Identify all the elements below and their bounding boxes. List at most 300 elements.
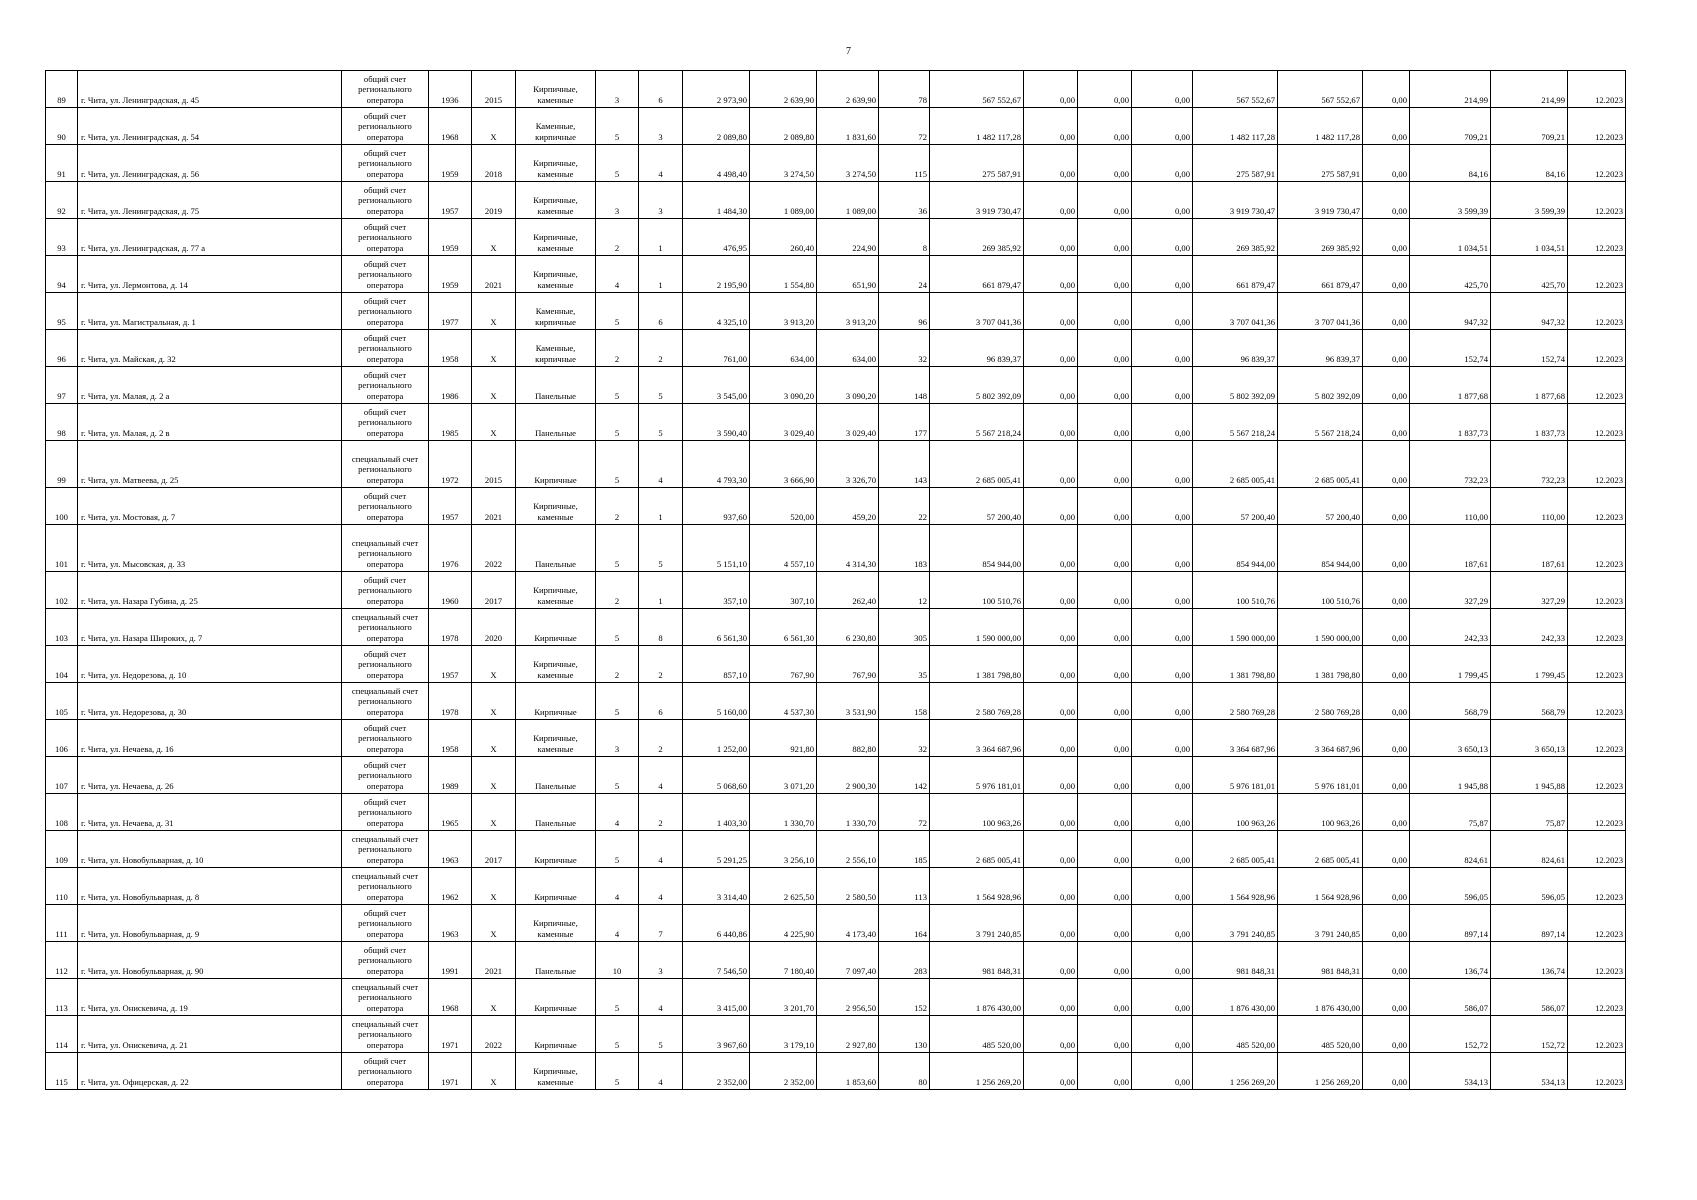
unit-cost-cell: 75,87 — [1410, 794, 1491, 831]
other-funds-cell: 0,00 — [1363, 488, 1410, 525]
unit-cost-max-cell: 3 599,39 — [1491, 182, 1568, 219]
owned-area-cell: 2 556,10 — [817, 831, 879, 868]
other-funds-cell: 0,00 — [1363, 831, 1410, 868]
entrances-cell: 2 — [639, 720, 683, 757]
unit-cost-max-cell: 596,05 — [1491, 868, 1568, 905]
last-overhaul-year-cell: X — [472, 794, 516, 831]
federal-funds-cell: 0,00 — [1024, 330, 1078, 367]
floors-cell: 5 — [596, 367, 639, 404]
federal-funds-cell: 0,00 — [1024, 1016, 1078, 1053]
table-row — [46, 1053, 1626, 1090]
residents-cell: 36 — [879, 182, 930, 219]
federal-funds-cell: 0,00 — [1024, 108, 1078, 145]
owned-area-cell: 651,90 — [817, 256, 879, 293]
address-cell: г. Чита, ул. Мостовая, д. 7 — [78, 488, 342, 525]
unit-cost-cell: 425,70 — [1410, 256, 1491, 293]
wall-material-cell: Кирпичные — [516, 868, 596, 905]
owners-funds-cell: 100 963,26 — [1193, 794, 1278, 831]
floors-cell: 4 — [596, 256, 639, 293]
owners-funds-cell: 1 564 928,96 — [1193, 868, 1278, 905]
total-cost-cell: 2 685 005,41 — [930, 831, 1024, 868]
living-area-cell: 6 561,30 — [750, 609, 817, 646]
living-area-cell: 3 913,20 — [750, 293, 817, 330]
owned-area-cell: 1 853,60 — [817, 1053, 879, 1090]
total-area-cell: 6 440,86 — [683, 905, 750, 942]
owners-min-funds-cell: 1 564 928,96 — [1278, 868, 1363, 905]
account-type-cell: специальный счет регионального оператора — [342, 1016, 429, 1053]
living-area-cell: 520,00 — [750, 488, 817, 525]
federal-funds-cell: 0,00 — [1024, 404, 1078, 441]
total-cost-cell: 567 552,67 — [930, 71, 1024, 108]
address-cell: г. Чита, ул. Ленинградская, д. 45 — [78, 71, 342, 108]
row-number: 92 — [46, 182, 78, 219]
entrances-cell: 1 — [639, 488, 683, 525]
residents-cell: 185 — [879, 831, 930, 868]
total-cost-cell: 3 707 041,36 — [930, 293, 1024, 330]
owners-funds-cell: 485 520,00 — [1193, 1016, 1278, 1053]
regional-funds-cell: 0,00 — [1078, 1016, 1132, 1053]
address-cell: г. Чита, ул. Ленинградская, д. 54 — [78, 108, 342, 145]
owners-funds-cell: 57 200,40 — [1193, 488, 1278, 525]
table-row — [46, 831, 1626, 868]
row-number: 102 — [46, 572, 78, 609]
build-year-cell: 1985 — [429, 404, 472, 441]
owned-area-cell: 224,90 — [817, 219, 879, 256]
regional-funds-cell: 0,00 — [1078, 293, 1132, 330]
local-funds-cell: 0,00 — [1132, 683, 1193, 720]
owners-funds-cell: 1 482 117,28 — [1193, 108, 1278, 145]
owned-area-cell: 2 900,30 — [817, 757, 879, 794]
account-type-cell: общий счет регионального оператора — [342, 720, 429, 757]
floors-cell: 5 — [596, 441, 639, 488]
local-funds-cell: 0,00 — [1132, 404, 1193, 441]
other-funds-cell: 0,00 — [1363, 404, 1410, 441]
living-area-cell: 3 201,70 — [750, 979, 817, 1016]
total-cost-cell: 96 839,37 — [930, 330, 1024, 367]
owners-min-funds-cell: 1 381 798,80 — [1278, 646, 1363, 683]
owners-min-funds-cell: 5 976 181,01 — [1278, 757, 1363, 794]
last-overhaul-year-cell: 2020 — [472, 609, 516, 646]
floors-cell: 3 — [596, 720, 639, 757]
federal-funds-cell: 0,00 — [1024, 293, 1078, 330]
address-cell: г. Чита, ул. Майская, д. 32 — [78, 330, 342, 367]
table-row — [46, 182, 1626, 219]
residents-cell: 80 — [879, 1053, 930, 1090]
table-row — [46, 330, 1626, 367]
federal-funds-cell: 0,00 — [1024, 182, 1078, 219]
row-number: 91 — [46, 145, 78, 182]
table-row — [46, 367, 1626, 404]
total-cost-cell: 269 385,92 — [930, 219, 1024, 256]
total-cost-cell: 2 685 005,41 — [930, 441, 1024, 488]
other-funds-cell: 0,00 — [1363, 572, 1410, 609]
owners-funds-cell: 1 590 000,00 — [1193, 609, 1278, 646]
owners-min-funds-cell: 485 520,00 — [1278, 1016, 1363, 1053]
federal-funds-cell: 0,00 — [1024, 256, 1078, 293]
deadline-cell: 12.2023 — [1568, 905, 1626, 942]
living-area-cell: 767,90 — [750, 646, 817, 683]
total-cost-cell: 1 482 117,28 — [930, 108, 1024, 145]
total-cost-cell: 1 564 928,96 — [930, 868, 1024, 905]
total-cost-cell: 5 567 218,24 — [930, 404, 1024, 441]
deadline-cell: 12.2023 — [1568, 572, 1626, 609]
regional-funds-cell: 0,00 — [1078, 609, 1132, 646]
wall-material-cell: Панельные — [516, 525, 596, 572]
build-year-cell: 1978 — [429, 609, 472, 646]
total-area-cell: 3 314,40 — [683, 868, 750, 905]
local-funds-cell: 0,00 — [1132, 1053, 1193, 1090]
living-area-cell: 307,10 — [750, 572, 817, 609]
regional-funds-cell: 0,00 — [1078, 720, 1132, 757]
owners-min-funds-cell: 100 510,76 — [1278, 572, 1363, 609]
living-area-cell: 3 090,20 — [750, 367, 817, 404]
unit-cost-cell: 586,07 — [1410, 979, 1491, 1016]
wall-material-cell: Каменные, кирпичные — [516, 108, 596, 145]
other-funds-cell: 0,00 — [1363, 1053, 1410, 1090]
row-number: 100 — [46, 488, 78, 525]
last-overhaul-year-cell: 2018 — [472, 145, 516, 182]
regional-funds-cell: 0,00 — [1078, 219, 1132, 256]
unit-cost-cell: 947,32 — [1410, 293, 1491, 330]
living-area-cell: 7 180,40 — [750, 942, 817, 979]
last-overhaul-year-cell: X — [472, 1053, 516, 1090]
table-row — [46, 108, 1626, 145]
federal-funds-cell: 0,00 — [1024, 868, 1078, 905]
row-number: 89 — [46, 71, 78, 108]
owned-area-cell: 3 913,20 — [817, 293, 879, 330]
unit-cost-max-cell: 897,14 — [1491, 905, 1568, 942]
residents-cell: 142 — [879, 757, 930, 794]
federal-funds-cell: 0,00 — [1024, 831, 1078, 868]
residents-cell: 12 — [879, 572, 930, 609]
floors-cell: 5 — [596, 1053, 639, 1090]
account-type-cell: общий счет регионального оператора — [342, 182, 429, 219]
build-year-cell: 1963 — [429, 831, 472, 868]
total-area-cell: 937,60 — [683, 488, 750, 525]
deadline-cell: 12.2023 — [1568, 71, 1626, 108]
owners-min-funds-cell: 1 256 269,20 — [1278, 1053, 1363, 1090]
table-row — [46, 868, 1626, 905]
unit-cost-cell: 84,16 — [1410, 145, 1491, 182]
last-overhaul-year-cell: X — [472, 868, 516, 905]
wall-material-cell: Панельные — [516, 757, 596, 794]
residents-cell: 115 — [879, 145, 930, 182]
row-number: 95 — [46, 293, 78, 330]
unit-cost-max-cell: 136,74 — [1491, 942, 1568, 979]
address-cell: г. Чита, ул. Ленинградская, д. 56 — [78, 145, 342, 182]
account-type-cell: общий счет регионального оператора — [342, 367, 429, 404]
owned-area-cell: 262,40 — [817, 572, 879, 609]
last-overhaul-year-cell: X — [472, 683, 516, 720]
local-funds-cell: 0,00 — [1132, 182, 1193, 219]
build-year-cell: 1959 — [429, 256, 472, 293]
table-row — [46, 256, 1626, 293]
total-area-cell: 4 793,30 — [683, 441, 750, 488]
last-overhaul-year-cell: 2022 — [472, 525, 516, 572]
address-cell: г. Чита, ул. Ленинградская, д. 75 — [78, 182, 342, 219]
other-funds-cell: 0,00 — [1363, 293, 1410, 330]
entrances-cell: 5 — [639, 367, 683, 404]
entrances-cell: 4 — [639, 145, 683, 182]
owners-funds-cell: 100 510,76 — [1193, 572, 1278, 609]
living-area-cell: 1 330,70 — [750, 794, 817, 831]
table-row — [46, 794, 1626, 831]
owned-area-cell: 2 639,90 — [817, 71, 879, 108]
other-funds-cell: 0,00 — [1363, 794, 1410, 831]
account-type-cell: общий счет регионального оператора — [342, 108, 429, 145]
living-area-cell: 634,00 — [750, 330, 817, 367]
deadline-cell: 12.2023 — [1568, 182, 1626, 219]
table-row — [46, 1016, 1626, 1053]
table-row — [46, 757, 1626, 794]
wall-material-cell: Кирпичные — [516, 1016, 596, 1053]
federal-funds-cell: 0,00 — [1024, 720, 1078, 757]
row-number: 103 — [46, 609, 78, 646]
owned-area-cell: 1 831,60 — [817, 108, 879, 145]
owners-funds-cell: 269 385,92 — [1193, 219, 1278, 256]
entrances-cell: 6 — [639, 71, 683, 108]
owners-funds-cell: 3 919 730,47 — [1193, 182, 1278, 219]
build-year-cell: 1962 — [429, 868, 472, 905]
unit-cost-max-cell: 1 799,45 — [1491, 646, 1568, 683]
local-funds-cell: 0,00 — [1132, 441, 1193, 488]
table-body — [46, 71, 1626, 1090]
last-overhaul-year-cell: X — [472, 108, 516, 145]
build-year-cell: 1977 — [429, 293, 472, 330]
total-area-cell: 4 498,40 — [683, 145, 750, 182]
living-area-cell: 4 557,10 — [750, 525, 817, 572]
unit-cost-max-cell: 586,07 — [1491, 979, 1568, 1016]
unit-cost-cell: 152,72 — [1410, 1016, 1491, 1053]
unit-cost-max-cell: 242,33 — [1491, 609, 1568, 646]
last-overhaul-year-cell: X — [472, 367, 516, 404]
unit-cost-max-cell: 709,21 — [1491, 108, 1568, 145]
owners-funds-cell: 3 707 041,36 — [1193, 293, 1278, 330]
wall-material-cell: Панельные — [516, 794, 596, 831]
regional-funds-cell: 0,00 — [1078, 683, 1132, 720]
owners-min-funds-cell: 2 580 769,28 — [1278, 683, 1363, 720]
local-funds-cell: 0,00 — [1132, 979, 1193, 1016]
local-funds-cell: 0,00 — [1132, 71, 1193, 108]
row-number: 101 — [46, 525, 78, 572]
federal-funds-cell: 0,00 — [1024, 441, 1078, 488]
regional-funds-cell: 0,00 — [1078, 905, 1132, 942]
regional-funds-cell: 0,00 — [1078, 1053, 1132, 1090]
federal-funds-cell: 0,00 — [1024, 145, 1078, 182]
account-type-cell: общий счет регионального оператора — [342, 794, 429, 831]
account-type-cell: общий счет регионального оператора — [342, 646, 429, 683]
table-row — [46, 646, 1626, 683]
owners-min-funds-cell: 3 707 041,36 — [1278, 293, 1363, 330]
owners-funds-cell: 5 976 181,01 — [1193, 757, 1278, 794]
unit-cost-cell: 152,74 — [1410, 330, 1491, 367]
table-row — [46, 441, 1626, 488]
local-funds-cell: 0,00 — [1132, 720, 1193, 757]
table-row — [46, 219, 1626, 256]
owned-area-cell: 1 089,00 — [817, 182, 879, 219]
wall-material-cell: Кирпичные, каменные — [516, 572, 596, 609]
address-cell: г. Чита, ул. Нечаева, д. 16 — [78, 720, 342, 757]
unit-cost-max-cell: 214,99 — [1491, 71, 1568, 108]
regional-funds-cell: 0,00 — [1078, 831, 1132, 868]
owners-min-funds-cell: 275 587,91 — [1278, 145, 1363, 182]
row-number: 110 — [46, 868, 78, 905]
regional-funds-cell: 0,00 — [1078, 979, 1132, 1016]
other-funds-cell: 0,00 — [1363, 905, 1410, 942]
total-cost-cell: 854 944,00 — [930, 525, 1024, 572]
build-year-cell: 1989 — [429, 757, 472, 794]
build-year-cell: 1960 — [429, 572, 472, 609]
entrances-cell: 1 — [639, 572, 683, 609]
owners-min-funds-cell: 981 848,31 — [1278, 942, 1363, 979]
last-overhaul-year-cell: X — [472, 293, 516, 330]
living-area-cell: 3 071,20 — [750, 757, 817, 794]
owned-area-cell: 6 230,80 — [817, 609, 879, 646]
local-funds-cell: 0,00 — [1132, 488, 1193, 525]
table-row — [46, 905, 1626, 942]
living-area-cell: 1 554,80 — [750, 256, 817, 293]
unit-cost-max-cell: 152,72 — [1491, 1016, 1568, 1053]
living-area-cell: 4 225,90 — [750, 905, 817, 942]
floors-cell: 5 — [596, 609, 639, 646]
owners-funds-cell: 854 944,00 — [1193, 525, 1278, 572]
last-overhaul-year-cell: X — [472, 330, 516, 367]
build-year-cell: 1957 — [429, 182, 472, 219]
other-funds-cell: 0,00 — [1363, 525, 1410, 572]
address-cell: г. Чита, ул. Назара Губина, д. 25 — [78, 572, 342, 609]
owners-min-funds-cell: 854 944,00 — [1278, 525, 1363, 572]
address-cell: г. Чита, ул. Нечаева, д. 26 — [78, 757, 342, 794]
local-funds-cell: 0,00 — [1132, 219, 1193, 256]
unit-cost-cell: 824,61 — [1410, 831, 1491, 868]
wall-material-cell: Кирпичные — [516, 979, 596, 1016]
build-year-cell: 1971 — [429, 1016, 472, 1053]
other-funds-cell: 0,00 — [1363, 1016, 1410, 1053]
owners-min-funds-cell: 661 879,47 — [1278, 256, 1363, 293]
owners-funds-cell: 981 848,31 — [1193, 942, 1278, 979]
entrances-cell: 7 — [639, 905, 683, 942]
residents-cell: 24 — [879, 256, 930, 293]
unit-cost-max-cell: 3 650,13 — [1491, 720, 1568, 757]
address-cell: г. Чита, ул. Онискевича, д. 19 — [78, 979, 342, 1016]
row-number: 113 — [46, 979, 78, 1016]
entrances-cell: 1 — [639, 219, 683, 256]
unit-cost-max-cell: 534,13 — [1491, 1053, 1568, 1090]
local-funds-cell: 0,00 — [1132, 942, 1193, 979]
federal-funds-cell: 0,00 — [1024, 757, 1078, 794]
federal-funds-cell: 0,00 — [1024, 71, 1078, 108]
total-area-cell: 7 546,50 — [683, 942, 750, 979]
residents-cell: 305 — [879, 609, 930, 646]
total-cost-cell: 57 200,40 — [930, 488, 1024, 525]
floors-cell: 5 — [596, 683, 639, 720]
owned-area-cell: 3 274,50 — [817, 145, 879, 182]
build-year-cell: 1968 — [429, 979, 472, 1016]
residents-cell: 72 — [879, 108, 930, 145]
row-number: 105 — [46, 683, 78, 720]
address-cell: г. Чита, ул. Назара Широких, д. 7 — [78, 609, 342, 646]
account-type-cell: общий счет регионального оператора — [342, 219, 429, 256]
unit-cost-max-cell: 1 034,51 — [1491, 219, 1568, 256]
deadline-cell: 12.2023 — [1568, 979, 1626, 1016]
account-type-cell: общий счет регионального оператора — [342, 942, 429, 979]
table-row — [46, 488, 1626, 525]
regional-funds-cell: 0,00 — [1078, 572, 1132, 609]
deadline-cell: 12.2023 — [1568, 293, 1626, 330]
address-cell: г. Чита, ул. Новобульварная, д. 90 — [78, 942, 342, 979]
account-type-cell: общий счет регионального оператора — [342, 330, 429, 367]
unit-cost-max-cell: 1 837,73 — [1491, 404, 1568, 441]
build-year-cell: 1972 — [429, 441, 472, 488]
entrances-cell: 4 — [639, 979, 683, 1016]
total-cost-cell: 485 520,00 — [930, 1016, 1024, 1053]
total-area-cell: 357,10 — [683, 572, 750, 609]
other-funds-cell: 0,00 — [1363, 256, 1410, 293]
unit-cost-cell: 327,29 — [1410, 572, 1491, 609]
residents-cell: 35 — [879, 646, 930, 683]
residents-cell: 96 — [879, 293, 930, 330]
other-funds-cell: 0,00 — [1363, 219, 1410, 256]
last-overhaul-year-cell: 2021 — [472, 488, 516, 525]
residents-cell: 130 — [879, 1016, 930, 1053]
unit-cost-cell: 596,05 — [1410, 868, 1491, 905]
owners-min-funds-cell: 5 802 392,09 — [1278, 367, 1363, 404]
deadline-cell: 12.2023 — [1568, 367, 1626, 404]
unit-cost-cell: 1 799,45 — [1410, 646, 1491, 683]
owned-area-cell: 2 956,50 — [817, 979, 879, 1016]
table-row — [46, 293, 1626, 330]
floors-cell: 5 — [596, 757, 639, 794]
unit-cost-max-cell: 1 945,88 — [1491, 757, 1568, 794]
unit-cost-cell: 1 837,73 — [1410, 404, 1491, 441]
entrances-cell: 1 — [639, 256, 683, 293]
wall-material-cell: Панельные — [516, 367, 596, 404]
last-overhaul-year-cell: 2022 — [472, 1016, 516, 1053]
federal-funds-cell: 0,00 — [1024, 219, 1078, 256]
local-funds-cell: 0,00 — [1132, 293, 1193, 330]
owners-min-funds-cell: 96 839,37 — [1278, 330, 1363, 367]
floors-cell: 3 — [596, 71, 639, 108]
unit-cost-cell: 214,99 — [1410, 71, 1491, 108]
total-cost-cell: 981 848,31 — [930, 942, 1024, 979]
total-area-cell: 1 484,30 — [683, 182, 750, 219]
regional-funds-cell: 0,00 — [1078, 182, 1132, 219]
deadline-cell: 12.2023 — [1568, 256, 1626, 293]
owned-area-cell: 1 330,70 — [817, 794, 879, 831]
regional-funds-cell: 0,00 — [1078, 145, 1132, 182]
owners-min-funds-cell: 1 876 430,00 — [1278, 979, 1363, 1016]
build-year-cell: 1965 — [429, 794, 472, 831]
account-type-cell: специальный счет регионального оператора — [342, 441, 429, 488]
floors-cell: 4 — [596, 794, 639, 831]
account-type-cell: специальный счет регионального оператора — [342, 609, 429, 646]
total-cost-cell: 5 802 392,09 — [930, 367, 1024, 404]
deadline-cell: 12.2023 — [1568, 942, 1626, 979]
wall-material-cell: Кирпичные — [516, 683, 596, 720]
owners-min-funds-cell: 2 685 005,41 — [1278, 441, 1363, 488]
build-year-cell: 1978 — [429, 683, 472, 720]
last-overhaul-year-cell: X — [472, 720, 516, 757]
entrances-cell: 6 — [639, 293, 683, 330]
owners-funds-cell: 1 381 798,80 — [1193, 646, 1278, 683]
wall-material-cell: Кирпичные, каменные — [516, 71, 596, 108]
owners-funds-cell: 567 552,67 — [1193, 71, 1278, 108]
owned-area-cell: 767,90 — [817, 646, 879, 683]
owned-area-cell: 4 173,40 — [817, 905, 879, 942]
living-area-cell: 3 029,40 — [750, 404, 817, 441]
floors-cell: 5 — [596, 404, 639, 441]
deadline-cell: 12.2023 — [1568, 609, 1626, 646]
